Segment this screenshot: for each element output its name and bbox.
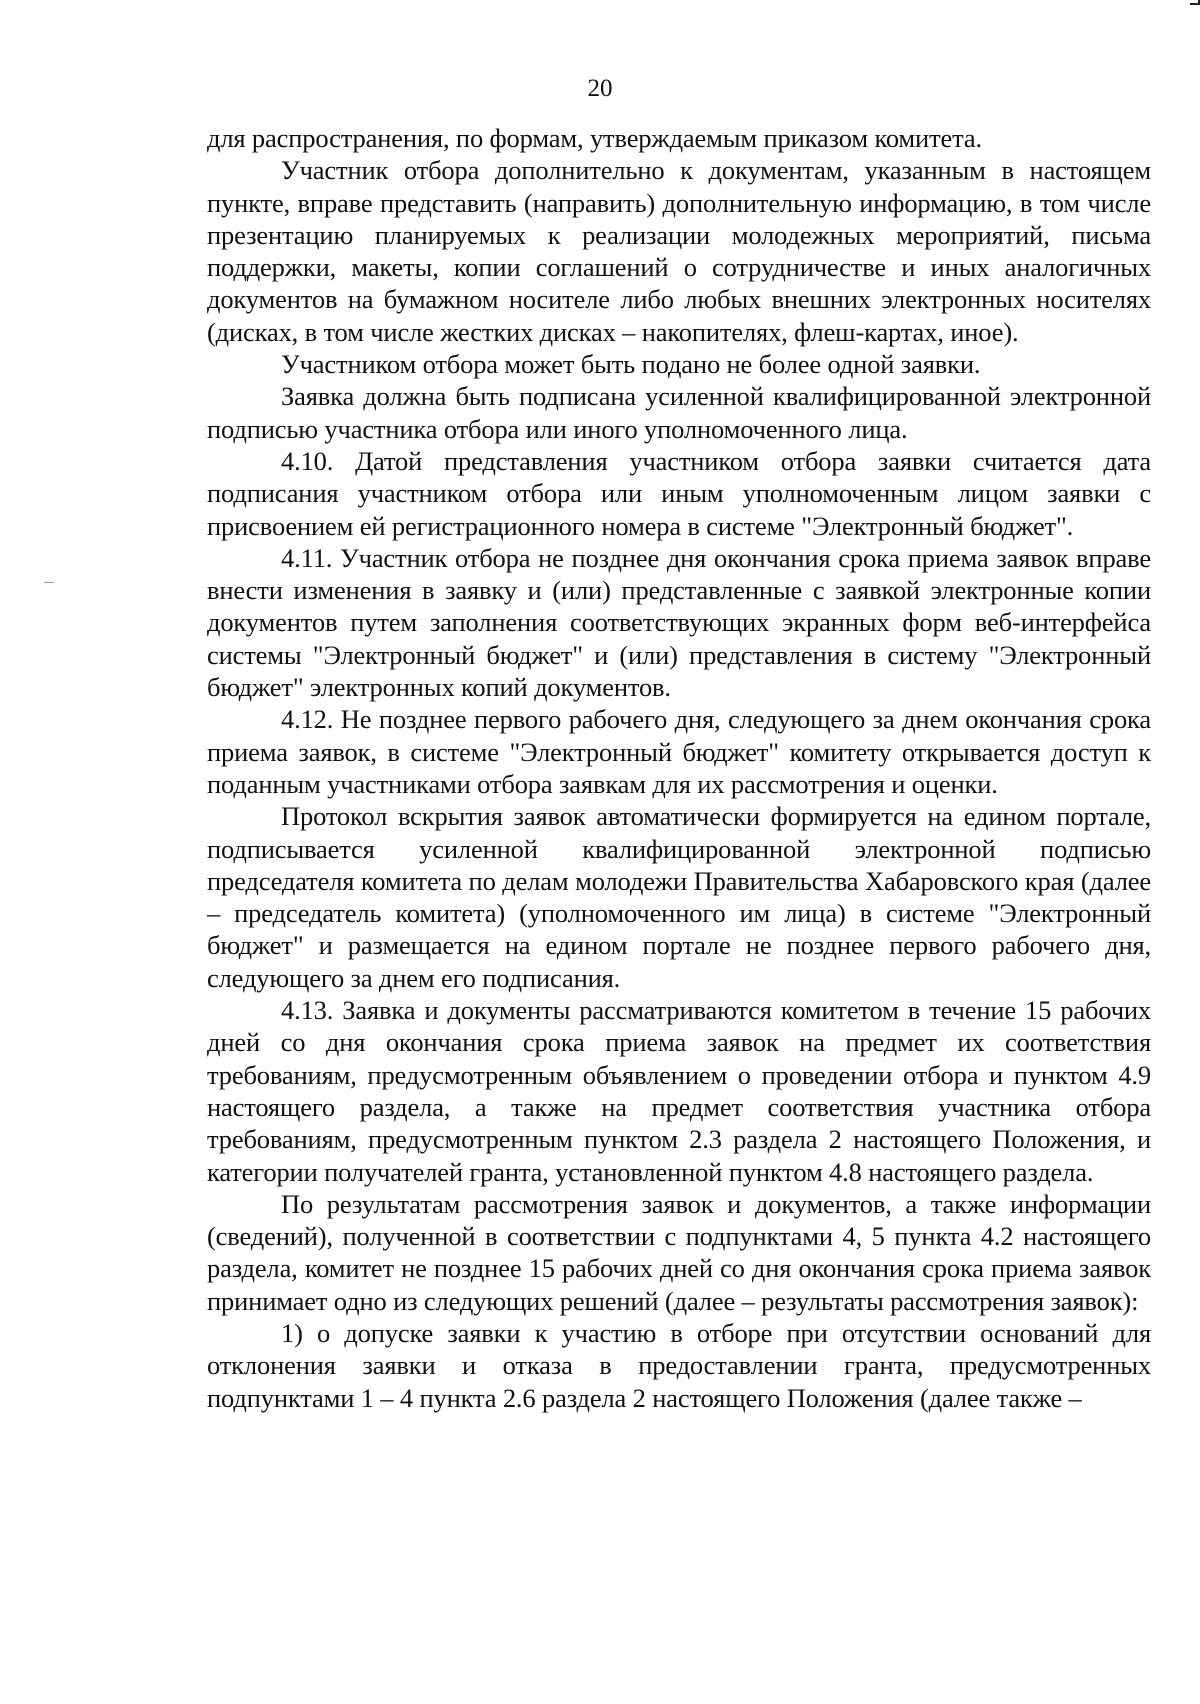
paragraph-signature-requirement: Заявка должна быть подписана усиленной квалифицированной электронной подписью участника отбора или иного уполномоченного лица. (207, 381, 1151, 444)
scan-artifact-mark (44, 582, 54, 583)
paragraph-4-13: 4.13. Заявка и документы рассматриваются комитетом в течение 15 рабочих дней со дня окончания срока приема заявок на предмет их соответствия требованиям, предусмотренным объявлением о проведении отбора и пунктом 4.9 настоящего раздела, а также на предмет соответствия участника отбора требованиям, предусмотренным пунктом 2.3 раздела 2 настоящего Положения, и категории получателей гранта, установленной пунктом 4.8 настоящего раздела. (207, 995, 1151, 1187)
page-number: 20 (587, 75, 613, 102)
paragraph-additional-info: Участник отбора дополнительно к документам, указанным в настоящем пункте, вправе представить (направить) дополнительную информацию, в том числе презентацию планируемых к реализации молодежных мероприятий, письма поддержки, макеты, копии соглашений о сотрудничестве и иных аналогичных документов на бумажном носителе либо любых внешних электронных носителях (дисках, в том числе жестких дисках – накопителях, флеш-картах, иное). (207, 155, 1151, 347)
paragraph-opening-protocol: Протокол вскрытия заявок автоматически формируется на едином портале, подписывается усиленной квалифицированной электронной подписью председателя комитета по делам молодежи Правительства Хабаровского края (далее – председатель комитета) (уполномоченного им лица) в системе "Электронный бюджет" и размещается на едином портале не позднее первого рабочего дня, следующего за днем его подписания. (207, 801, 1151, 993)
paragraph-single-application: Участником отбора может быть подано не более одной заявки. (281, 349, 981, 380)
paragraph-continuation: для распространения, по формам, утверждаемым приказом комитета. (207, 123, 982, 153)
document-body (207, 122, 1151, 1414)
paragraph-4-12: 4.12. Не позднее первого рабочего дня, следующего за днем окончания срока приема заявок, в системе "Электронный бюджет" комитету открывается доступ к поданным участниками отбора заявкам для их рассмотрения и оценки. (207, 704, 1151, 799)
paragraph-decision-1: 1) о допуске заявки к участию в отборе при отсутствии оснований для отклонения заявки и отказа в предоставлении гранта, предусмотренных подпунктами 1 – 4 пункта 2.6 раздела 2 настоящего Положения (далее также – (207, 1317, 1151, 1413)
paragraph-4-10: 4.10. Датой представления участником отбора заявки считается дата подписания участником отбора или иным уполномоченным лицом заявки с присвоением ей регистрационного номера в системе "Электронный бюджет". (207, 445, 1151, 541)
scan-corner-mark (1190, 0, 1200, 5)
paragraph-review-results: По результатам рассмотрения заявок и документов, а также информации (сведений), полученной в соответствии с подпунктами 4, 5 пункта 4.2 настоящего раздела, комитет не позднее 15 рабочих дней со дня окончания срока приема заявок принимает одно из следующих решений (далее – результаты рассмотрения заявок): (207, 1188, 1151, 1316)
paragraph-4-11: 4.11. Участник отбора не позднее дня окончания срока приема заявок вправе внести изменения в заявку и (или) представленные с заявкой электронные копии документов путем заполнения соответствующих экранных форм веб-интерфейса системы "Электронный бюджет" и (или) представления в систему "Электронный бюджет" электронных копий документов. (207, 542, 1151, 703)
